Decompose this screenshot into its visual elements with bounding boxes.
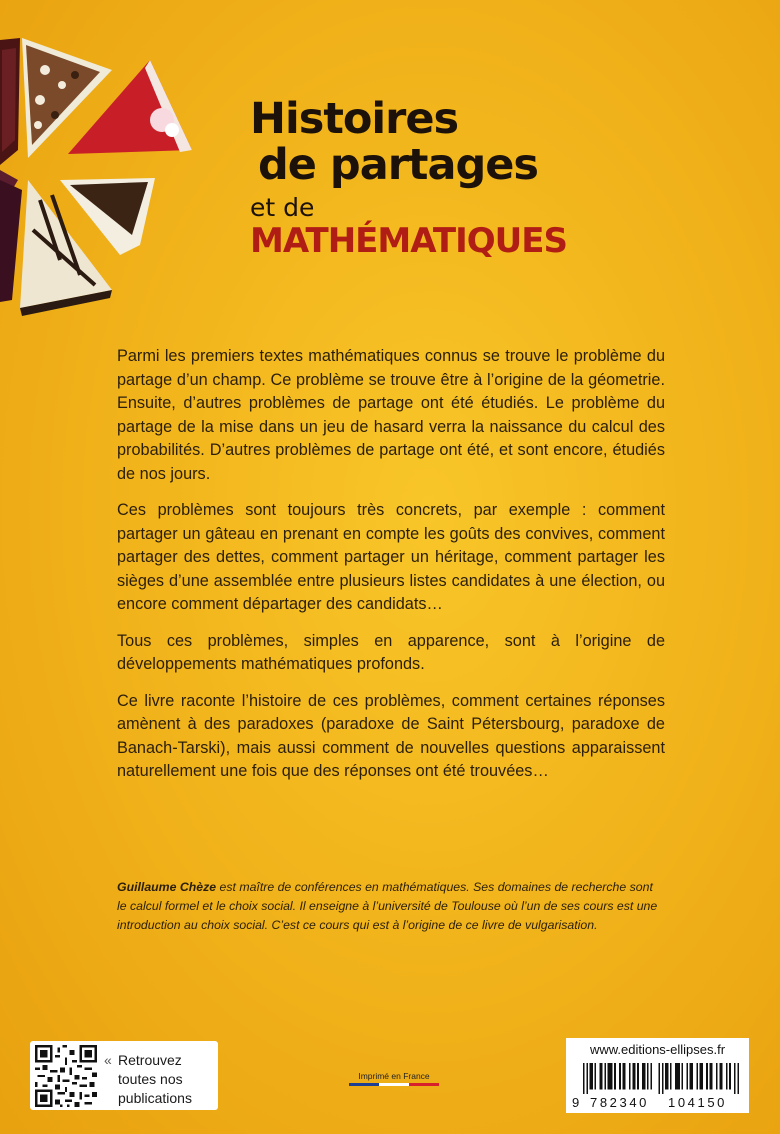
isbn-right-digits: 104150	[668, 1095, 727, 1110]
french-flag-icon	[349, 1083, 439, 1086]
title-line-2: de partages	[258, 140, 539, 190]
title-line-3: et de	[250, 193, 315, 222]
author-bio-text: est maître de conférences en mathématiques. Ses domaines de recherche sont le calcul formel et le choix social. Il enseigne à l’université de Toulouse où l’un de ses cours est une introduction au choix social. C’est ce cours qui est à l’origine de ce livre de vulgarisation.	[117, 880, 658, 932]
title-line-1: Histoires	[250, 94, 459, 144]
publisher-website[interactable]: www.editions-ellipses.fr	[589, 1042, 726, 1057]
isbn-first-digit: 9	[572, 1095, 580, 1110]
qr-code-icon[interactable]	[35, 1045, 97, 1107]
publications-promo[interactable]	[30, 1041, 218, 1110]
promo-text: Retrouvez toutes nos publications	[118, 1052, 192, 1106]
synopsis	[117, 345, 665, 797]
barcode-icon	[583, 1063, 739, 1094]
synopsis-paragraph: Tous ces problèmes, simples en apparence, sont à l’origine de développements mathématiques profonds.	[117, 631, 665, 673]
author-name: Guillaume Chèze	[117, 880, 217, 894]
book-title	[250, 95, 567, 259]
isbn-barcode-panel	[566, 1038, 749, 1113]
title-line-4: MATHÉMATIQUES	[250, 221, 567, 261]
author-bio	[117, 878, 665, 935]
isbn-left-digits: 782340	[590, 1095, 649, 1110]
chevron-left-icon: «	[104, 1052, 112, 1068]
synopsis-paragraph: Ces problèmes sont toujours très concrets, par exemple : comment partager un gâteau en prenant en compte les goûts des convives, comment partager des dettes, comment partager un héritage, comment partager les sièges d’une assemblée entre plusieurs listes candidates à une élection, ou encore comment départager des candidats…	[117, 501, 665, 613]
cake-slices-illustration	[0, 30, 200, 320]
printed-in-label: Imprimé en France	[358, 1071, 430, 1081]
synopsis-paragraph: Parmi les premiers textes mathématiques connus se trouve le problème du partage d’un champ. Ce problème se trouve être à l’origine de la géometrie. Ensuite, d’autres problèmes de partage ont été étudiés. Le problème du partage de la mise dans un jeu de hasard verra la naissance du calcul des probabilités. D’autres problèmes de partage ont été, et sont encore, étudiés de nos jours.	[117, 347, 665, 483]
synopsis-paragraph: Ce livre raconte l’histoire de ces problèmes, comment certaines réponses amènent à des paradoxes (paradoxe de Saint Pétersbourg, paradoxe de Banach-Tarski), mais aussi comment de nouvelles questions apparaissent naturellement une fois que des réponses ont été trouvées…	[117, 691, 665, 780]
